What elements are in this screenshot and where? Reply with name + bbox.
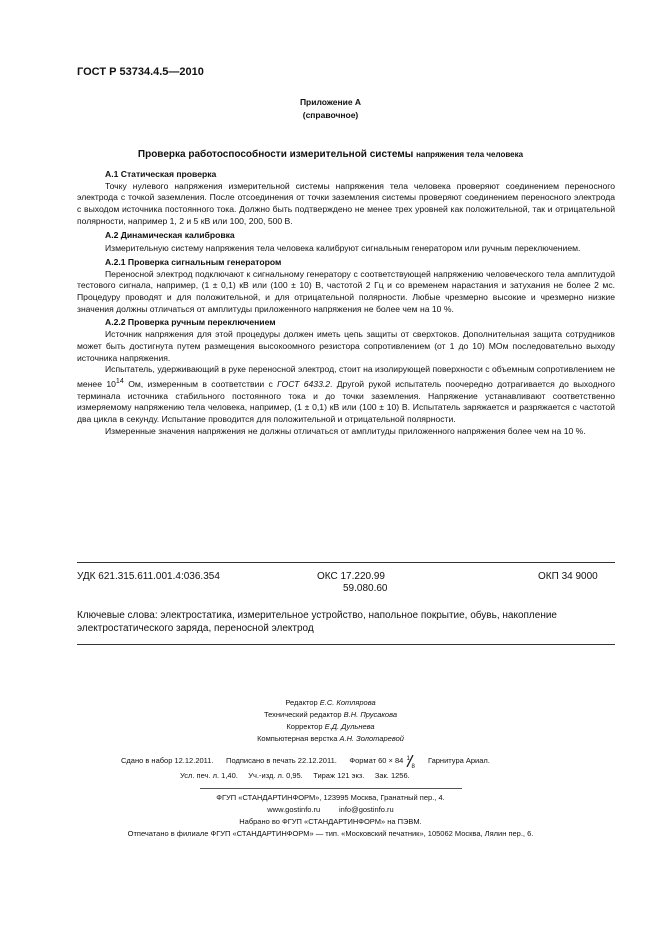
oks-line-1: ОКС 17.220.99: [317, 571, 385, 582]
oks-line-2: 59.080.60: [343, 583, 388, 594]
layout-label: Компьютерная верстка: [257, 734, 338, 743]
appendix-title: [0, 149, 661, 160]
publisher-email: info@gostinfo.ru: [338, 805, 394, 814]
document-body: [77, 169, 615, 437]
section-a1-text: Точку нулевого напряжения измерительной системы напряжения тела человека проверяют соединением переносного электрода с точкой заземления. После отсоединения от точки заземления системы проверяют соединением переносного электрода с выходом источника постоянного тока. Должно быть подтверждено не менее трех уровней как положительной, так и отрицательной полярности, например 1, 2 и 5 кВ или 100, 200, 500 В.: [77, 180, 615, 226]
editor-name: Е.С. Котлярова: [319, 698, 376, 707]
credits: [0, 697, 661, 745]
okp-code: ОКП 34 9000: [538, 571, 598, 582]
keywords: Ключевые слова: электростатика, измерительное устройство, напольное покрытие, обувь, накопление электростатического заряда, переносной электрод: [77, 610, 557, 634]
publisher-contacts: [0, 804, 661, 816]
tech-editor-label: Технический редактор: [263, 710, 342, 719]
credit-tech-editor: [0, 709, 661, 721]
appendix-note: (справочное): [302, 110, 359, 120]
tech-editor-name: В.Н. Прусакова: [343, 710, 398, 719]
appendix-label: Приложение А: [299, 97, 362, 107]
divider-publisher: [200, 788, 462, 789]
section-a21-heading: А.2.1 Проверка сигнальным генератором: [105, 256, 282, 267]
section-a2-heading: А.2 Динамическая калибровка: [105, 229, 235, 240]
a22-text-2-part-a: Испытатель, удерживающий в руке переносной электрод, стоит на изолирующей поверхности с объемным сопротивлением не менее 10: [77, 364, 615, 389]
oks-code: [317, 571, 388, 595]
section-a1-heading: А.1 Статическая проверка: [105, 169, 217, 179]
publisher-typeset: Набрано во ФГУП «СТАНДАРТИНФОРМ» на ПЭВМ.: [239, 817, 422, 826]
title-main: Проверка работоспособности измерительной системы: [137, 149, 414, 160]
publisher-printed: Отпечатано в филиале ФГУП «СТАНДАРТИНФОРМ» — тип. «Московский печатник», 105062 Москва, Лялин пер., 6.: [127, 829, 534, 838]
section-a21-text: Переносной электрод подключают к сигнальному генератору с соответствующей напряжению человеческого тела амплитудой тестового сигнала, например, (1 ± 0,1) кВ или (100 ± 10) В, частотой 2 Гц и со временем нарастания и затухания не более 2 мс. Процедуру проводят и для положительной, и для отрицательной полярности. Любые чрезмерно высокие и чрезмерно низкие значения должны отличаться от амплитуды приложенного напряжения не более чем на 10 %.: [77, 268, 615, 314]
print-date-signed: Подписано в печать 22.12.2011.: [226, 756, 337, 765]
section-a22-heading: А.2.2 Проверка ручным переключением: [105, 317, 276, 328]
layout-name: А.Н. Золотаревой: [339, 734, 404, 743]
format-fraction: [405, 755, 415, 770]
print-edition-sheets: Уч.-изд. л. 0,95.: [248, 771, 303, 780]
a22-text-2-part-c: . Другой рукой испытатель поочередно дотрагивается до выходного терминала источника стабильного постоянного тока и до точки заземления. Напряжение устанавливают соответственно измеряемому напряжению тела человека, например, (1 ± 0,1) кВ или (100 ± 10) В. Испытатель заряжается и разряжается с частотой два цикла в секунду. Испытание проводится для положительной и отрицательной полярности.: [77, 378, 615, 424]
fraction-numerator: 1: [406, 755, 410, 762]
print-date-set: Сдано в набор 12.12.2011.: [121, 756, 214, 765]
editor-label: Редактор: [285, 698, 318, 707]
divider-bottom: [77, 644, 615, 645]
print-font: Гарнитура Ариал.: [427, 756, 490, 765]
exponent: 14: [115, 376, 124, 385]
print-sheets: Усл. печ. л. 1,40.: [180, 771, 238, 780]
section-a2-text: Измерительную систему напряжения тела человека калибруют сигнальным генератором или ручным переключением.: [105, 243, 581, 254]
credit-layout: [0, 733, 661, 745]
section-a22-text-3: Измеренные значения напряжения не должны отличаться от амплитуды приложенного напряжения более чем на 10 %.: [105, 425, 586, 436]
a22-text-2-part-b: Ом, измеренным в соответствии с: [123, 378, 278, 389]
document-header: ГОСТ Р 53734.4.5—2010: [77, 66, 204, 78]
divider-top: [77, 562, 615, 563]
print-format: Формат 60 × 84: [349, 756, 404, 765]
section-a22-text-1: Источник напряжения для этой процедуры должен иметь цепь защиты от сверхтоков. Дополнительная защита сотрудников может быть достигнута путем размещения высокоомного резистора сопротивлением (от 1 до 10) МОм последовательно выходу источника напряжения.: [77, 329, 615, 363]
corrector-label: Корректор: [286, 722, 323, 731]
section-a22-text-2: [77, 364, 615, 425]
print-info-line-2: [180, 769, 410, 782]
title-tail: напряжения тела человека: [416, 150, 524, 159]
print-order: Зак. 1256.: [374, 771, 410, 780]
credit-corrector: [0, 721, 661, 733]
corrector-name: Е.Д. Дульнева: [324, 722, 375, 731]
udk-code: УДК 621.315.611.001.4:036.354: [77, 571, 220, 582]
fraction-denominator: 8: [411, 763, 415, 770]
publisher-website: www.gostinfo.ru: [267, 805, 321, 814]
gost-reference: ГОСТ 6433.2: [277, 378, 331, 389]
print-run: Тираж 121 экз.: [313, 771, 365, 780]
publisher-address: ФГУП «СТАНДАРТИНФОРМ», 123995 Москва, Гранатный пер., 4.: [216, 793, 445, 802]
credit-editor: [0, 697, 661, 709]
publisher-info: [0, 792, 661, 840]
print-info-line-1: [121, 754, 490, 770]
